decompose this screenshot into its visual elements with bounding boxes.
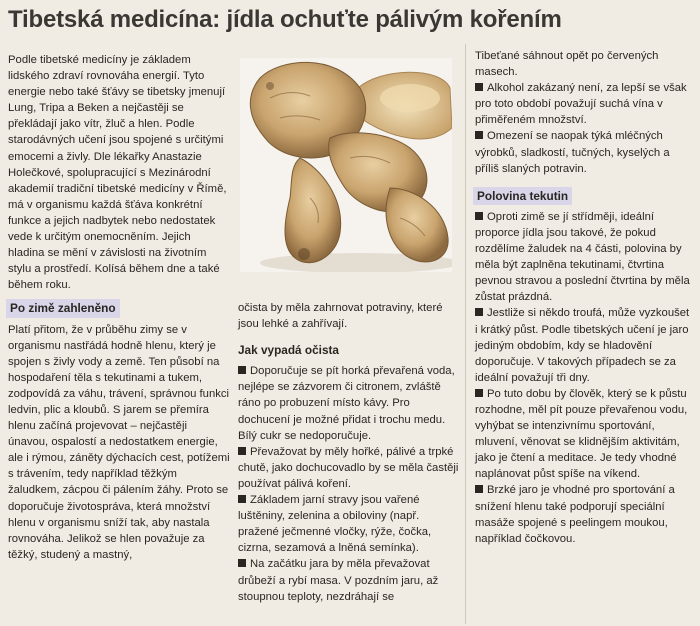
column-2 <box>238 300 460 605</box>
column-2-intro: očista by měla zahrnovat potraviny, které jsou lehké a zahřívají. <box>238 302 443 331</box>
diet-item: Alkohol zakázaný není, za lepší se však pro toto období považují suchá vína v přiměřeném množství. <box>475 82 687 127</box>
ginger-root-image <box>240 58 452 272</box>
bullet-square-icon <box>475 212 483 220</box>
column-divider <box>465 44 466 624</box>
fluids-item: Jestliže si někdo troufá, může vyzkoušet i krátký půst. Podle tibetských učení je jaro jediným obdobím, kdy se hladovění doporučuje. V takových případech se za ideální považují tři dny. <box>475 307 690 384</box>
cleanse-item: Základem jarní stravy jsou vařené luštěniny, zelenina a obiloviny (např. pražené ječmenné vločky, rýže, čočka, cizrna, sezamová a lněná semínka). <box>238 494 432 555</box>
bullet-square-icon <box>238 447 246 455</box>
article-title: Tibetská medicína: jídla ochuťte pálivým kořením <box>8 6 562 33</box>
bullet-square-icon <box>475 131 483 139</box>
bullet-square-icon <box>475 308 483 316</box>
fluids-item: Po tuto dobu by člověk, který se k půstu rozhodne, měl pít pouze převařenou vodu, vyhýbat se intenzivnímu sportování, mluvení, věnovat se klidnějším aktivitám, jako je čtení a meditace. Je tedy vhodné naplánovat půst spíše na víkend. <box>475 387 688 481</box>
ginger-photo <box>240 58 452 272</box>
cleanse-item: Na začátku jara by měla převažovat drůbeží a rybí masa. V pozdním jaru, až stoupnou teploty, nezdráhají se <box>238 558 439 603</box>
subheading-fluids: Polovina tekutin <box>473 187 572 205</box>
bullet-square-icon <box>475 389 483 397</box>
cleanse-item: Doporučuje se pít horká převařená voda, nejlépe se zázvorem či citronem, zvláště ráno po probuzení místo kávy. Pro dochucení je možné přidat i trochu medu. Bílý cukr se nedoporučuje. <box>238 365 455 442</box>
bullet-square-icon <box>475 485 483 493</box>
fluids-item: Oproti zimě se jí střídměji, ideální proporce jídla jsou takové, že pokud rozdělíme žaludek na 4 části, polovina by měla být zaplněna tekutinami, čtvrtina pevnou stravou a poslední čtvrtina by měla zůstat prázdná. <box>475 210 690 304</box>
diet-item: Omezení se naopak týká mléčných výrobků, sladkostí, tučných, kyselých a příliš slaných potravin. <box>475 130 670 175</box>
bullet-square-icon <box>238 559 246 567</box>
intro-paragraph: Podle tibetské medicíny je základem lidského zdraví rovnováha energií. Tyto energie nebo také šťávy se tibetsky jmenují Lung, Tripa a Beken a nejčastěji se překládají jako vítr, žluč a hlen. Podle starodávných učení jsou spojené s určitými emocemi a živly. Dle lékařky Anastazie Holečkové, spolupracující s Mezinárodní akademií tradiční tibetské medicíny v Římě, má v organismu každá šťáva konkrétní funkce a jejich nadbytek nebo nedostatek vede k určitým onemocněním. Jejich hladina se mění v závislosti na životním stylu a prostředí. Kolísá během dne a také během roku. <box>8 54 227 292</box>
column-3-intro: Tibeťané sáhnout opět po červených masech. <box>475 50 659 79</box>
column-3 <box>475 48 693 547</box>
bullet-square-icon <box>238 366 246 374</box>
fluids-item: Brzké jaro je vhodné pro sportování a snížení hlenu také podporují speciální masáže spojené s peelingem moukou, například čočkovou. <box>475 484 675 545</box>
bullet-square-icon <box>238 495 246 503</box>
cleanse-item: Převažovat by měly hořké, pálivé a trpké chutě, jako dochucovadlo by se měla častěji používat pálivá koření. <box>238 445 459 490</box>
subheading-winter: Po zimě zahleněno <box>6 299 120 317</box>
winter-paragraph: Platí přitom, že v průběhu zimy se v organismu nastřádá hodně hlenu, který je spojen s živly vody a země. Ten působí na hospodaření těla s tekutinami a tukem, zodpovídá za váhu, trávení, správnou funkci ledvin, plic a kloubů. S jarem se přemíra hlenu začíná projevovat – nejčastěji únavou, ospalostí a nedostatkem energie, ale i rýmou, záněty dýchacích cest, potížemi s trávením, tedy například těžkým žaludkem, zácpou či pálením žáhy. Proto se doporučuje životospráva, která množství hlenu v organismu sníží tak, aby nastala rovnováha. Jelikož se hlen považuje za těžký, studený a mastný, <box>8 323 230 561</box>
subheading-cleanse: Jak vypadá očista <box>238 343 339 358</box>
column-1 <box>8 52 230 563</box>
bullet-square-icon <box>475 83 483 91</box>
